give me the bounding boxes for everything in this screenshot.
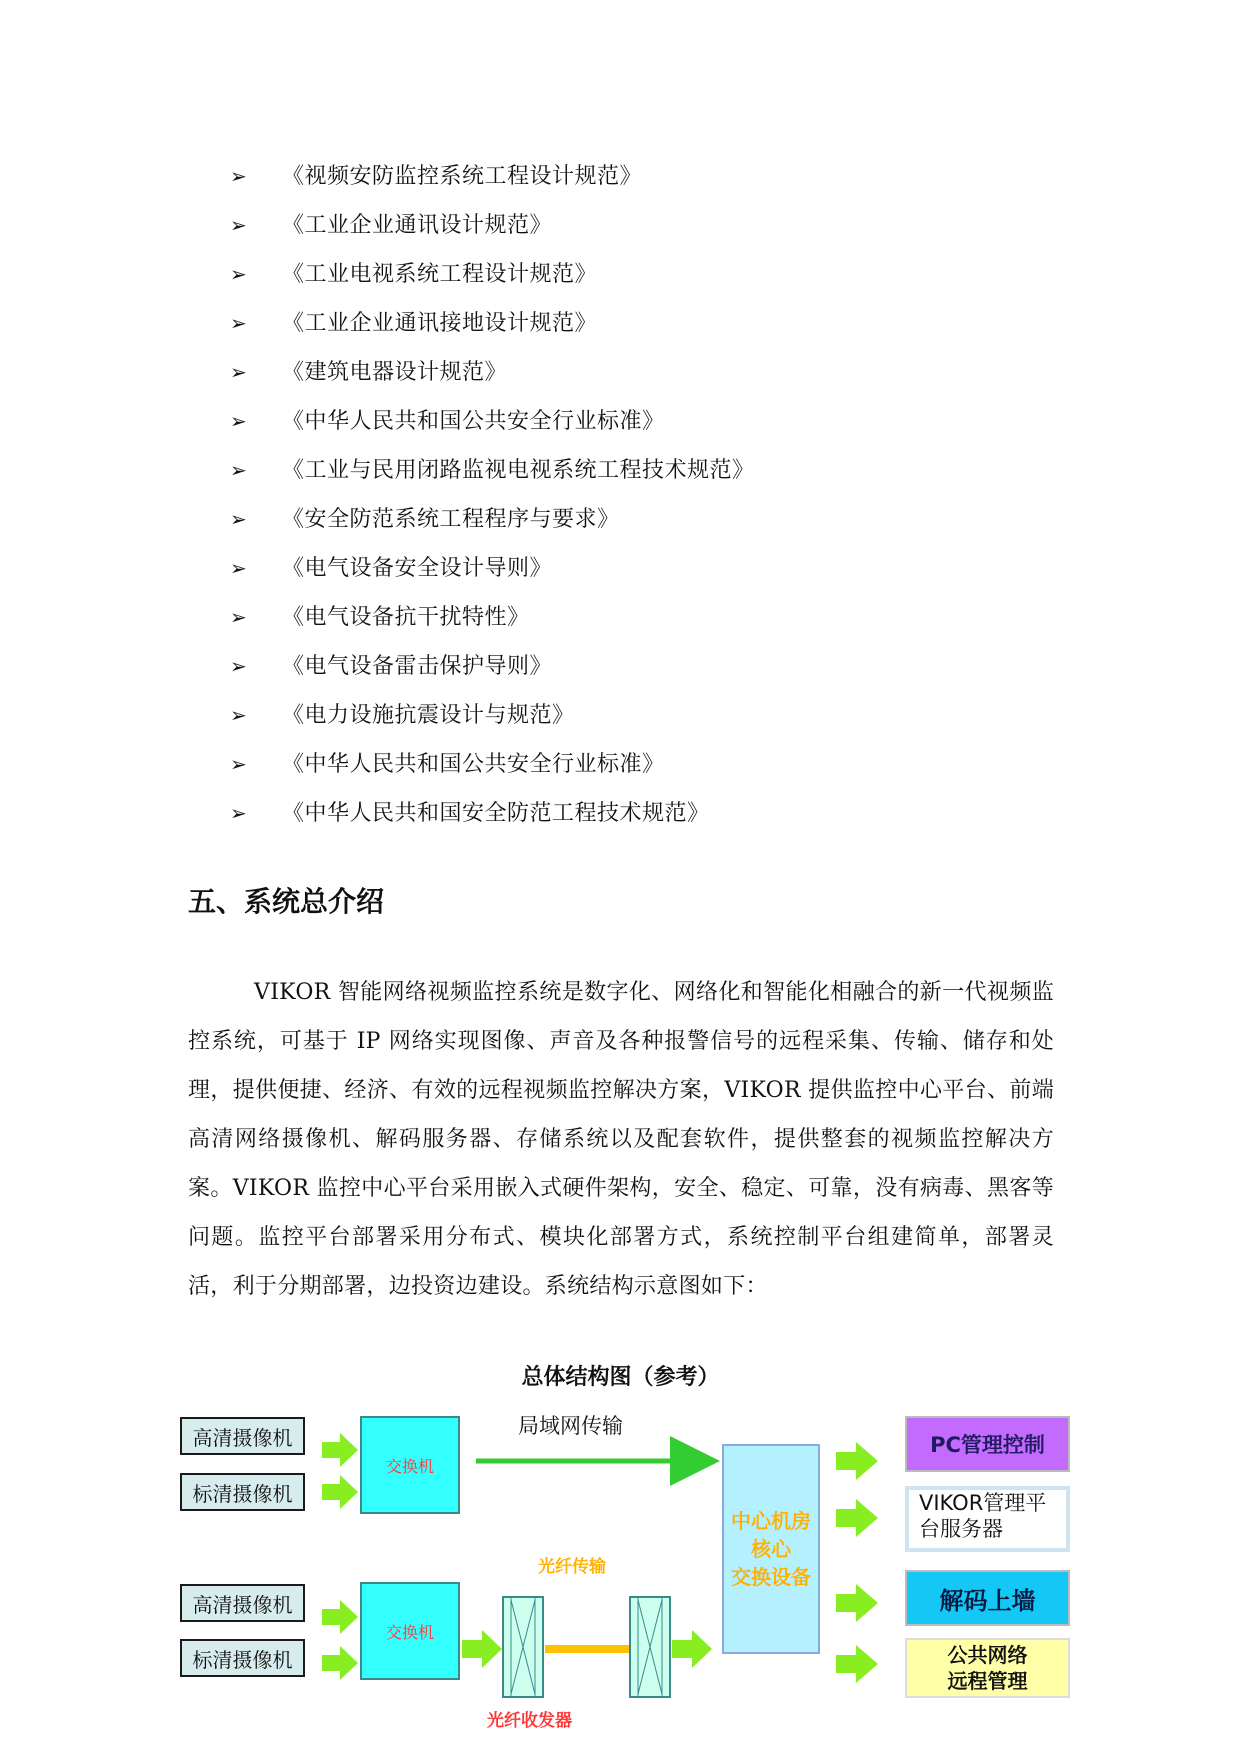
vikor-line-1: VIKOR管理平 [919,1491,1047,1515]
standard-text: 《中华人民共和国公共安全行业标准》 [282,752,665,777]
standard-text: 《视频安防监控系统工程设计规范》 [282,164,643,189]
section-heading: 五、系统总介绍 [188,885,385,918]
camera-hd-bottom: 高清摄像机 [180,1584,305,1622]
standard-text: 《电气设备安全设计导则》 [282,556,553,581]
core-line-2: 核心 [751,1537,791,1561]
standard-text: 《工业企业通讯设计规范》 [282,213,553,238]
standard-text: 《工业与民用闭路监视电视系统工程技术规范》 [282,458,755,483]
arrow-bullet-icon: ➢ [230,164,247,188]
transceiver-right [630,1597,670,1697]
arrow-bullet-icon: ➢ [230,507,247,531]
output-decode-wall: 解码上墙 [905,1570,1070,1626]
standard-text: 《中华人民共和国安全防范工程技术规范》 [282,801,710,826]
diagram-title: 总体结构图（参考） [521,1365,720,1390]
arrow-cam2-switch [322,1475,358,1509]
arrow-switch-transceiver [462,1630,502,1668]
arrow-core-public [836,1645,878,1683]
arrow-bullet-icon: ➢ [230,213,247,237]
standard-text: 《工业企业通讯接地设计规范》 [282,311,598,336]
output-public-remote [905,1638,1070,1698]
arrow-core-pc [836,1442,878,1480]
standard-text: 《建筑电器设计规范》 [282,360,508,385]
arrow-bullet-icon: ➢ [230,409,247,433]
arrow-cam4-switch [322,1646,358,1680]
transceiver-left [503,1597,543,1697]
camera-sd-bottom: 标清摄像机 [180,1639,305,1677]
lan-label: 局域网传输 [518,1414,623,1438]
public-line-2: 远程管理 [947,1669,1028,1693]
core-line-3: 交换设备 [731,1565,811,1589]
camera-hd-top: 高清摄像机 [180,1417,305,1455]
standard-text: 《电气设备抗干扰特性》 [282,605,530,630]
arrow-bullet-icon: ➢ [230,752,247,776]
switch-top: 交换机 [360,1416,460,1514]
core-line-1: 中心机房 [731,1509,811,1533]
section-paragraph: VIKOR 智能网络视频监控系统是数字化、网络化和智能化相融合的新一代视频监控系统，可基于 IP 网络实现图像、声音及各种报警信号的远程采集、传输、储存和处理，提供便捷、经济、有效的远程视频监控解决方案，VIKOR 提供监控中心平台、前端高清网络摄像机、解码服务器、存储系统以及配套软件，提供整套的视频监控解决方案。VIKOR 监控中心平台采用嵌入式硬件架构，安全、稳定、可靠，没有病毒、黑客等问题。监控平台部署采用分布式、模块化部署方式，系统控制平台组建简单，部署灵活，利于分期部署，边投资边建设。系统结构示意图如下： [188,980,1054,1299]
output-pc-control: PC管理控制 [905,1416,1070,1472]
standard-text: 《电气设备雷击保护导则》 [282,654,553,679]
arrow-bullet-icon: ➢ [230,654,247,678]
output-vikor-server [905,1486,1070,1552]
arrow-cam1-switch [322,1433,358,1467]
standard-text: 《安全防范系统工程程序与要求》 [282,507,620,532]
public-line-1: 公共网络 [947,1643,1028,1667]
arrow-bullet-icon: ➢ [230,703,247,727]
arrow-core-decode [836,1584,878,1622]
transceiver-label: 光纤收发器 [487,1711,572,1731]
fiber-label: 光纤传输 [538,1557,606,1577]
core-switch-box [722,1444,820,1654]
arrow-bullet-icon: ➢ [230,360,247,384]
arrow-bullet-icon: ➢ [230,605,247,629]
arrow-bullet-icon: ➢ [230,556,247,580]
arrow-core-vikor [836,1499,878,1537]
standard-text: 《工业电视系统工程设计规范》 [282,262,598,287]
switch-bottom: 交换机 [360,1582,460,1680]
camera-sd-top: 标清摄像机 [180,1473,305,1511]
vikor-line-2: 台服务器 [919,1517,1003,1541]
standard-text: 《中华人民共和国公共安全行业标准》 [282,409,665,434]
arrow-cam3-switch [322,1600,358,1634]
arrow-bullet-icon: ➢ [230,262,247,286]
arrow-bullet-icon: ➢ [230,311,247,335]
arrow-transceiver-core [672,1630,712,1668]
arrow-bullet-icon: ➢ [230,801,247,825]
standard-text: 《电力设施抗震设计与规范》 [282,703,575,728]
fiber-line [545,1645,630,1653]
arrow-bullet-icon: ➢ [230,458,247,482]
